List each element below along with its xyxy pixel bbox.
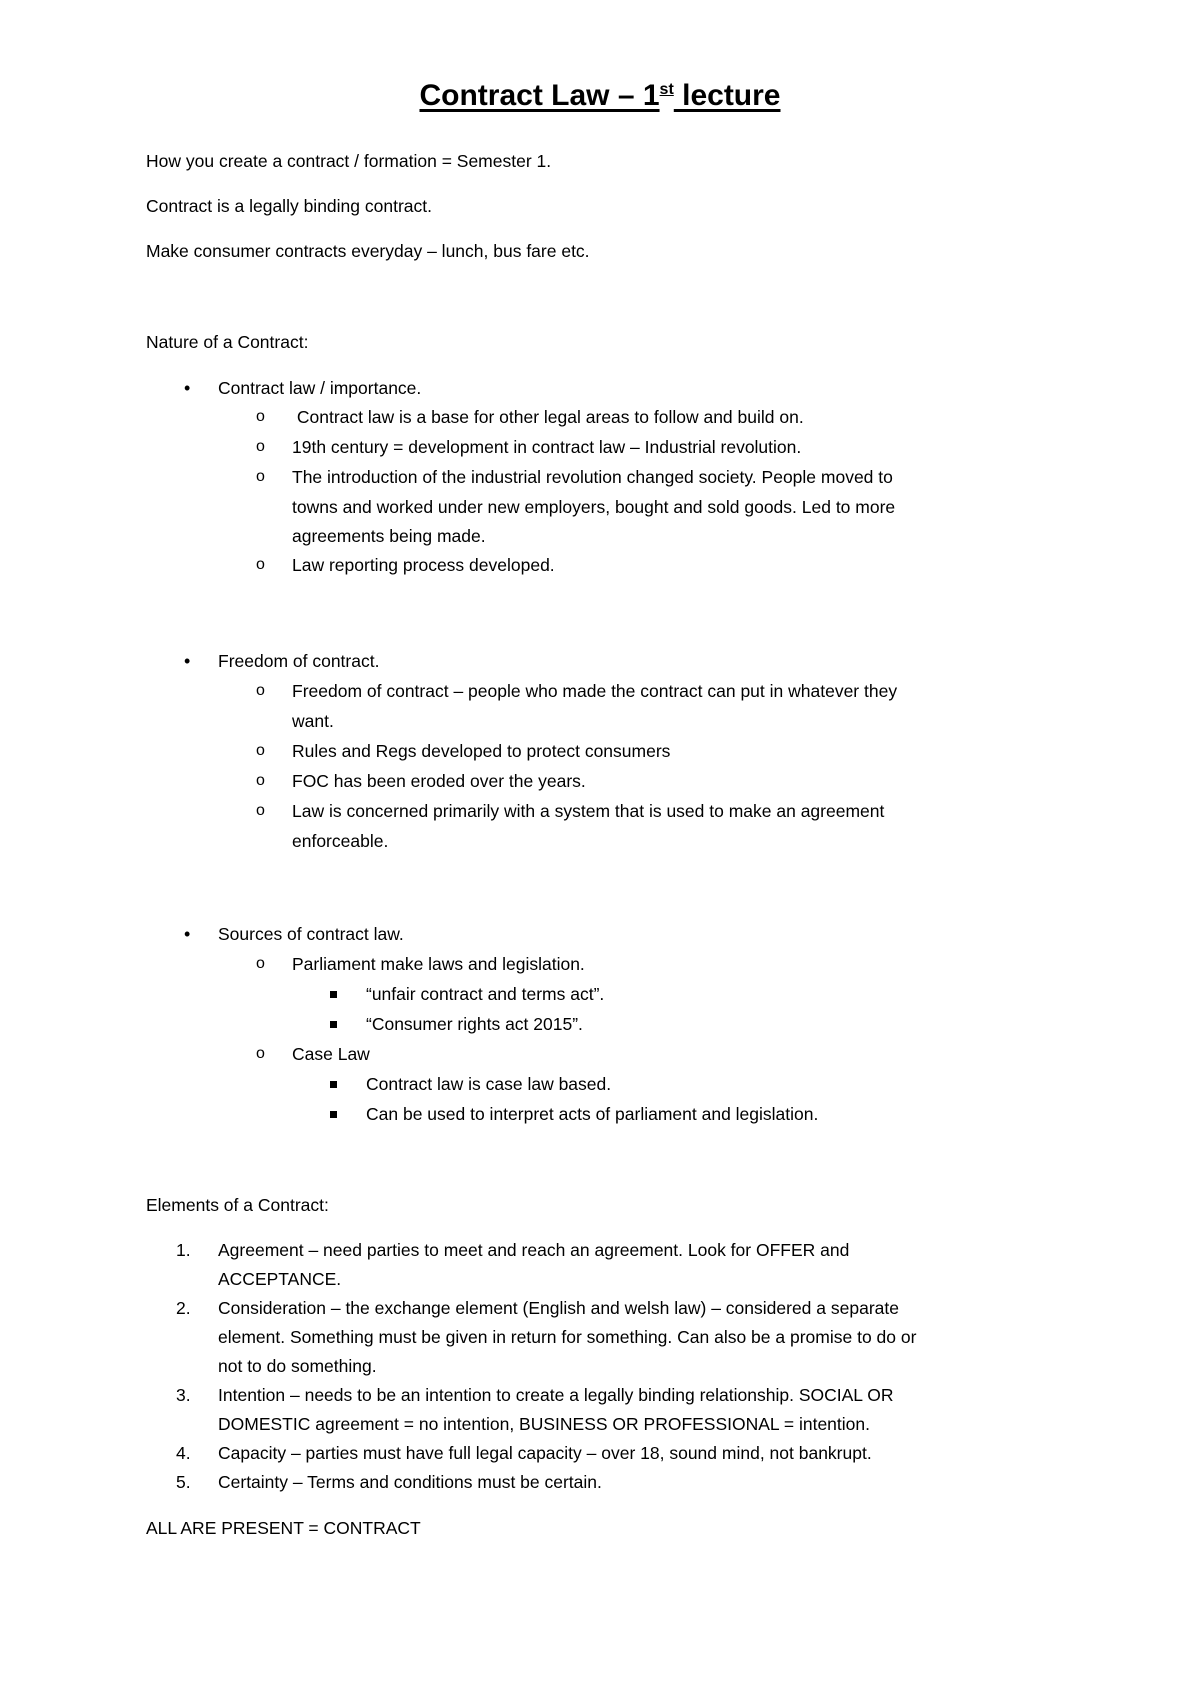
list-item: 19th century = development in contract law – Industrial revolution. [292, 437, 802, 457]
list-item: Law reporting process developed. [292, 555, 555, 575]
intro-line: How you create a contract / formation = Semester 1. [146, 151, 552, 171]
intro-line: Make consumer contracts everyday – lunch, bus fare etc. [146, 241, 590, 261]
sub-bullet-icon: o [256, 438, 265, 455]
sub-bullet-icon: o [256, 408, 265, 425]
sub-bullet-icon: o [256, 1045, 265, 1062]
conclusion-text: ALL ARE PRESENT = CONTRACT [146, 1518, 421, 1538]
list-item: Rules and Regs developed to protect consumers [292, 741, 671, 761]
square-bullet-icon [330, 1111, 337, 1118]
list-subitem: “unfair contract and terms act”. [366, 984, 605, 1004]
list-item: Case Law [292, 1044, 370, 1064]
sub-bullet-icon: o [256, 742, 265, 759]
sub-bullet-icon: o [256, 468, 265, 485]
list-item: Law is concerned primarily with a system that is used to make an agreement [292, 801, 885, 821]
square-bullet-icon [330, 1021, 337, 1028]
square-bullet-icon [330, 991, 337, 998]
element-item: Capacity – parties must have full legal capacity – over 18, sound mind, not bankrupt. [218, 1443, 872, 1463]
list-number: 4. [176, 1443, 191, 1463]
sub-bullet-icon: o [256, 772, 265, 789]
bullet-icon: • [184, 378, 191, 398]
title-rest: lecture [673, 79, 781, 112]
list-number: 3. [176, 1385, 191, 1405]
element-item: Intention – needs to be an intention to create a legally binding relationship. SOCIAL OR [218, 1385, 894, 1405]
element-item: Consideration – the exchange element (English and welsh law) – considered a separate [218, 1298, 899, 1318]
bullet-icon: • [184, 924, 191, 944]
title-superscript: st [659, 81, 674, 98]
sub-bullet-icon: o [256, 556, 265, 573]
list-number: 2. [176, 1298, 191, 1318]
list-number: 5. [176, 1472, 191, 1492]
title-main: Contract Law – 1 [419, 79, 660, 112]
page-title [0, 76, 1200, 116]
square-bullet-icon [330, 1081, 337, 1088]
list-subitem: Can be used to interpret acts of parliament and legislation. [366, 1104, 819, 1124]
list-item: Contract law is a base for other legal areas to follow and build on. [292, 407, 804, 427]
element-item: Certainty – Terms and conditions must be certain. [218, 1472, 602, 1492]
sub-bullet-icon: o [256, 682, 265, 699]
list-item: Parliament make laws and legislation. [292, 954, 585, 974]
elements-heading: Elements of a Contract: [146, 1195, 329, 1215]
element-item-continued: not to do something. [218, 1356, 377, 1376]
list-item-continued: agreements being made. [292, 526, 486, 546]
section-label: Contract law / importance. [218, 378, 422, 398]
list-number: 1. [176, 1240, 191, 1260]
list-item: Freedom of contract – people who made the contract can put in whatever they [292, 681, 898, 701]
element-item: Agreement – need parties to meet and reach an agreement. Look for OFFER and [218, 1240, 850, 1260]
sub-bullet-icon: o [256, 802, 265, 819]
sub-bullet-icon: o [256, 955, 265, 972]
list-item-continued: towns and worked under new employers, bought and sold goods. Led to more [292, 497, 896, 517]
list-item: The introduction of the industrial revolution changed society. People moved to [292, 467, 893, 487]
bullet-icon: • [184, 651, 191, 671]
nature-heading: Nature of a Contract: [146, 332, 309, 352]
element-item-continued: ACCEPTANCE. [218, 1269, 342, 1289]
element-item-continued: DOMESTIC agreement = no intention, BUSINESS OR PROFESSIONAL = intention. [218, 1414, 870, 1434]
list-item: FOC has been eroded over the years. [292, 771, 586, 791]
section-label: Sources of contract law. [218, 924, 404, 944]
element-item-continued: element. Something must be given in return for something. Can also be a promise to do or [218, 1327, 917, 1347]
section-label: Freedom of contract. [218, 651, 380, 671]
list-item-continued: enforceable. [292, 831, 389, 851]
list-item-continued: want. [292, 711, 334, 731]
list-subitem: “Consumer rights act 2015”. [366, 1014, 583, 1034]
list-subitem: Contract law is case law based. [366, 1074, 612, 1094]
intro-line: Contract is a legally binding contract. [146, 196, 432, 216]
